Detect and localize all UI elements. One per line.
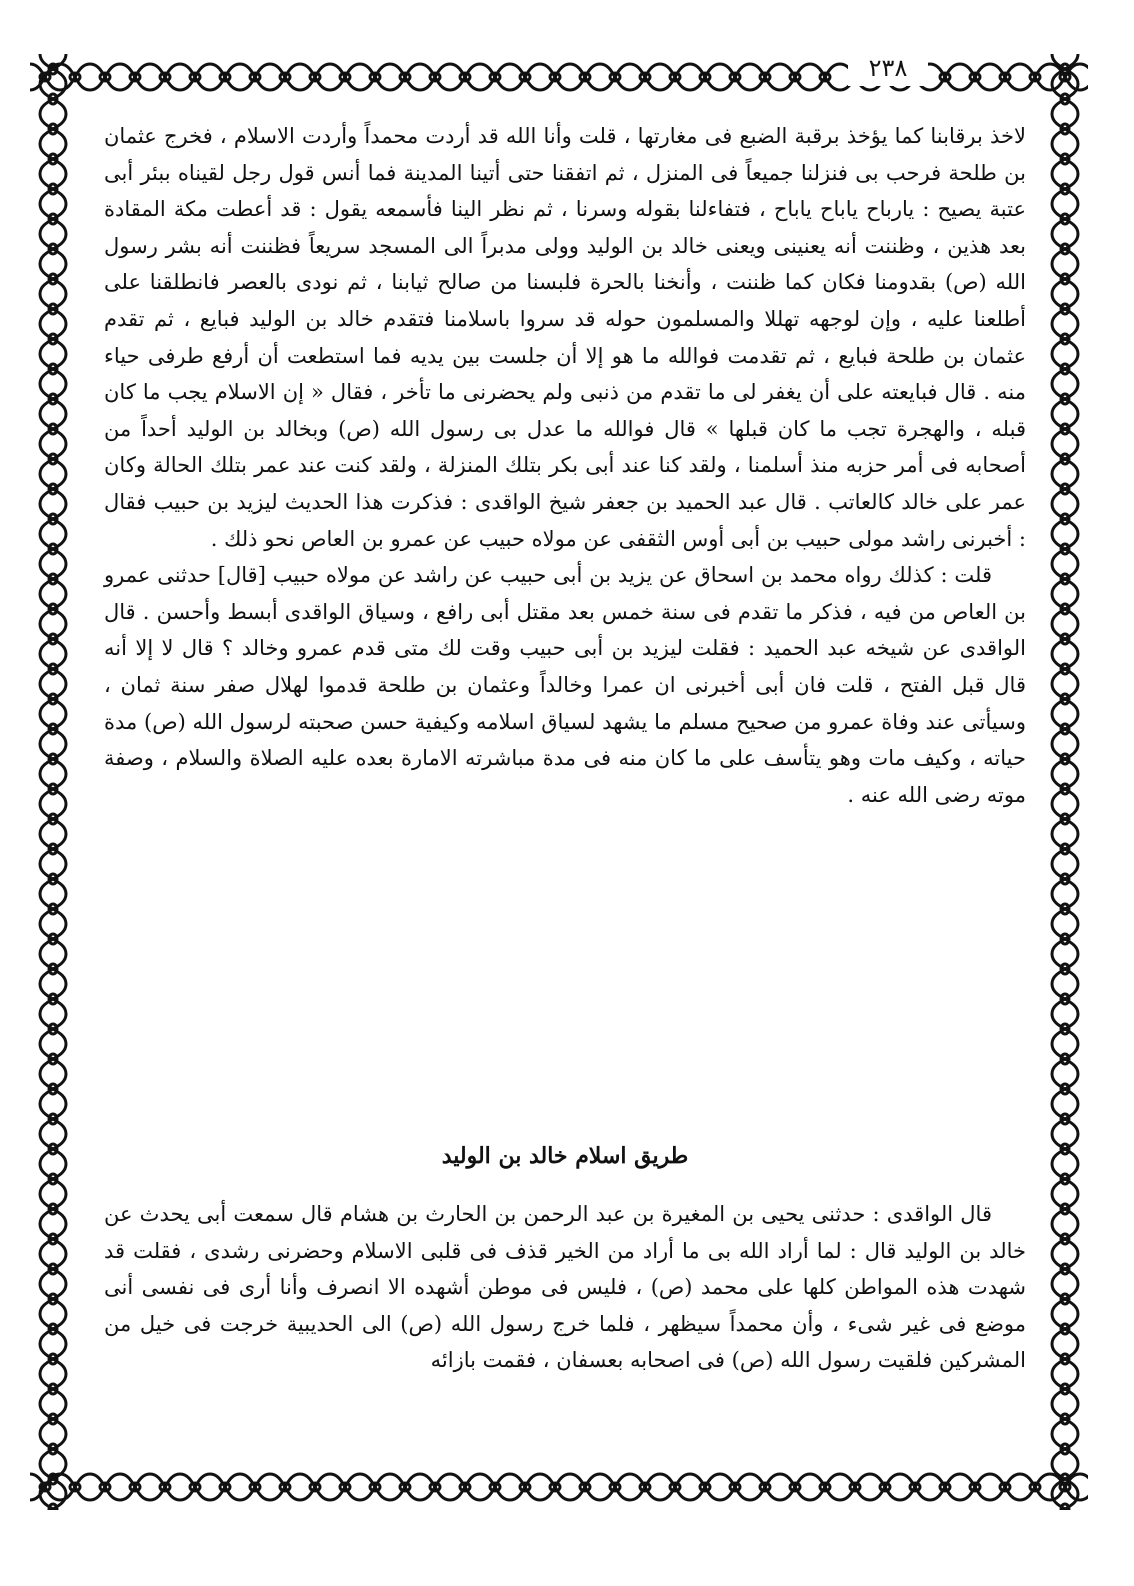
paragraph: قلت : كذلك رواه محمد بن اسحاق عن يزيد بن أبى حبيب عن راشد عن مولاه حبيب [قال] حدثنى عمرو بن العاص من فيه ، فذكر ما تقدم فى سنة خمس بعد مقتل أبى رافع ، وسياق الواقدى أبسط وأحسن . قال الواقدى عن شيخه عبد الحميد : فقلت ليزيد بن أبى حبيب وقت لك متى قدم عمرو وخالد ؟ قال لا إلا أنه قال قبل الفتح ، قلت فان أبى أخبرنى ان عمرا وخالداً وعثمان بن طلحة قدموا لهلال صفر سنة ثمان ، وسيأتى عند وفاة عمرو من صحيح مسلم ما يشهد لسياق اسلامه وكيفية حسن صحبته لرسول الله (ص) مدة حياته ، وكيف مات وهو يتأسف على ما كان منه فى مدة مباشرته الامارة بعده عليه الصلاة والسلام ، وصفة موته رضى الله عنه . <box>104 563 1026 807</box>
border-bottom <box>30 1464 1088 1510</box>
border-top <box>30 54 1088 100</box>
border-right <box>1042 54 1088 1510</box>
page-number: ٢٣٨ <box>848 50 928 86</box>
main-text <box>104 118 1026 813</box>
paragraph: لاخذ برقابنا كما يؤخذ برقبة الضبع فى مغارتها ، قلت وأنا الله قد أردت محمداً وأردت الاسلام ، فخرج عثمان بن طلحة فرحب بى فنزلنا جميعاً فى المنزل ، ثم اتفقنا حتى أتينا المدينة فما أنس قول رجل لقيناه ببئر أبى عتبة يصيح : يارباح ياباح ياباح ، فتفاءلنا بقوله وسرنا ، ثم نظر الينا فأسمعه يقول : قد أعطت مكة المقادة بعد هذين ، وظننت أنه يعنينى ويعنى خالد بن الوليد وولى مدبراً الى المسجد سريعاً فظننت أنه بشر رسول الله (ص) بقدومنا فكان كما ظننت ، وأنخنا بالحرة فلبسنا من صالح ثيابنا ، ثم نودى بالعصر فانطلقنا على أطلعنا عليه ، وإن لوجهه تهللا والمسلمون حوله قد سروا باسلامنا فتقدم خالد بن الوليد فبايع ، ثم تقدم عثمان بن طلحة فبايع ، ثم تقدمت فوالله ما هو إلا أن جلست بين يديه فما استطعت أن أرفع طرفى حياء منه . قال فبايعته على أن يغفر لى ما تقدم من ذنبى ولم يحضرنى ما تأخر ، فقال « إن الاسلام يجب ما كان قبله ، والهجرة تجب ما كان قبلها » قال فوالله ما عدل بى رسول الله (ص) وبخالد بن الوليد أحداً من أصحابه فى أمر حزبه منذ أسلمنا ، ولقد كنا عند أبى بكر بتلك المنزلة ، ولقد كنت عند عمر بتلك الحالة وكان عمر على خالد كالعاتب . قال عبد الحميد بن جعفر شيخ الواقدى : فذكرت هذا الحديث ليزيد بن حبيب فقال : أخبرنى راشد مولى حبيب بن أبى أوس الثقفى عن مولاه حبيب عن عمرو بن العاص نحو ذلك . <box>104 124 1026 551</box>
main-text-continued <box>104 1196 1026 1379</box>
paragraph: قال الواقدى : حدثنى يحيى بن المغيرة بن عبد الرحمن بن الحارث بن هشام قال سمعت أبى يحدث عن خالد بن الوليد قال : لما أراد الله بى ما أراد من الخير قذف فى قلبى الاسلام وحضرنى رشدى ، فقلت قد شهدت هذه المواطن كلها على محمد (ص) ، فليس فى موطن أشهده الا انصرف وأنا أرى فى نفسى أنى موضع فى غير شىء ، وأن محمداً سيظهر ، فلما خرج رسول الله (ص) الى الحديبية خرجت فى خيل من المشركين فلقيت رسول الله (ص) فى اصحابه بعسفان ، فقمت بازائه <box>104 1202 1026 1373</box>
border-left <box>30 54 76 1510</box>
section-heading: طريق اسلام خالد بن الوليد <box>441 1143 689 1169</box>
